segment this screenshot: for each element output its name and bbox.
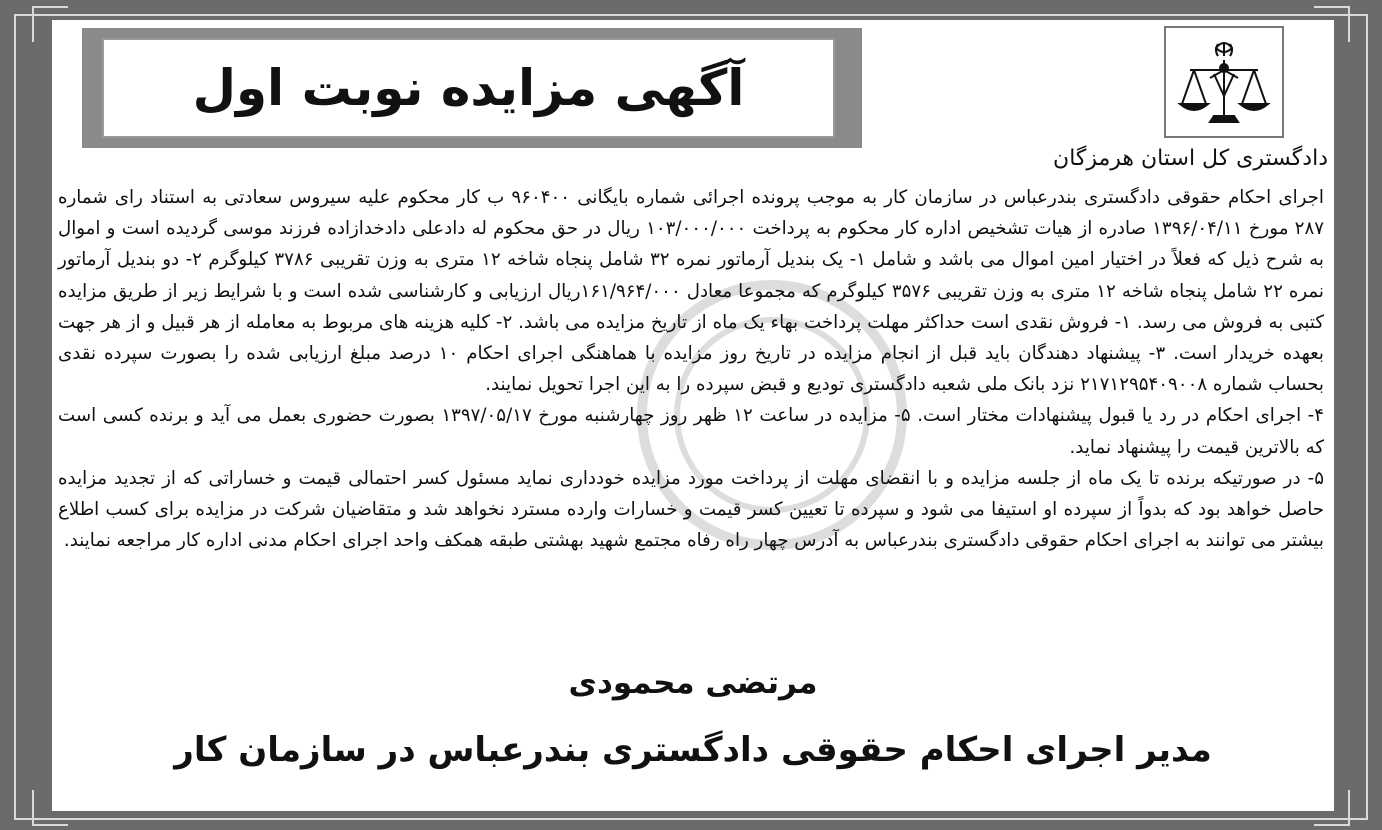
- body-paragraph: اجرای احکام حقوقی دادگستری بندرعباس در سازمان کار به موجب پرونده اجرائی شماره بایگانی ۹۶۰۴۰۰ ب کار محکوم علیه سیروس سعادتی به استناد رای شماره ۲۸۷ مورخ ۱۳۹۶/۰۴/۱۱ صادره از هیات تشخیص اداره کار محکوم به پرداخت ۱۰۳/۰۰۰/۰۰۰ ریال در حق محکوم له دادعلی دادخدازاده فرزند موسی گردیده است و اموال به شرح ذیل که فعلاً در اختیار امین اموال می باشد و شامل ۱- یک بندیل آرماتور نمره ۳۲ شامل پنجاه شاخه ۱۲ متری به وزن تقریبی ۳۷۸۶ کیلوگرم ۲- دو بندیل آرماتور نمره ۲۲ شامل پنجاه شاخه ۱۲ متری به وزن تقریبی ۳۵۷۶ کیلوگرم که مجموعا معادل ۱۶۱/۹۶۴/۰۰۰ریال ارزیابی و کارشناسی شده است و با شرایط زیر از طریق مزایده کتبی به فروش می رسد. ۱- فروش نقدی است حداکثر مهلت پرداخت بهاء یک ماه از تاریخ مزایده می باشد. ۲- کلیه هزینه های مربوط به معامله از هر قبیل و از هر جهت بعهده خریدار است. ۳- پیشنهاد دهندگان باید قبل از انجام مزایده در تاریخ روز مزایده با هماهنگی اجرای احکام ۱۰ درصد مبلغ ارزیابی شده را بصورت سپرده نقدی بحساب شماره ۲۱۷۱۲۹۵۴۰۹۰۰۸ نزد بانک ملی شعبه دادگستری تودیع و قبض سپرده را به این اجرا تحویل نمایند.: [58, 187, 1324, 396]
- signer-name: مرتضی محمودی: [568, 665, 818, 701]
- signer-title: مدیر اجرای احکام حقوقی دادگستری بندرعباس در سازمان کار: [174, 730, 1212, 770]
- notice-title: آگهی مزایده نوبت اول: [192, 59, 745, 117]
- notice-body: [58, 182, 1324, 556]
- body-paragraph: ۵- در صورتیکه برنده تا یک ماه از جلسه مزایده و با انقضای مهلت از پرداخت مورد مزایده خودداری نماید مسئول کسر احتمالی قیمت و خساراتی که از تجدید مزایده حاصل خواهد بود که بدواً از سپرده او استیفا می شود و سپرده تا تعیین کسر قیمت و خسارات وارده مسترد نخواهد شد و متقاضیان شرکت در مزایده برای کسب اطلاع بیشتر می توانند به اجرای احکام حقوقی دادگستری بندرعباس به آدرس چهار راه رفاه مجتمع شهید بهشتی طبقه همکف واحد اجرای احکام مدنی اداره کار مراجعه نمایند.: [58, 467, 1324, 552]
- justice-scales-emblem-icon: [1174, 34, 1274, 130]
- body-paragraph: ۴- اجرای احکام در رد یا قبول پیشنهادات مختار است. ۵- مزایده در ساعت ۱۲ ظهر روز چهارشنبه مورخ ۱۳۹۷/۰۵/۱۷ بصورت حضوری بعمل می آید و برنده کسی است که بالاترین قیمت را پیشنهاد نماید.: [58, 405, 1325, 458]
- court-name: دادگستری کل استان هرمزگان: [1053, 146, 1328, 171]
- notice-paper: [52, 20, 1334, 811]
- emblem-box: [1164, 26, 1284, 138]
- title-box: [102, 38, 835, 138]
